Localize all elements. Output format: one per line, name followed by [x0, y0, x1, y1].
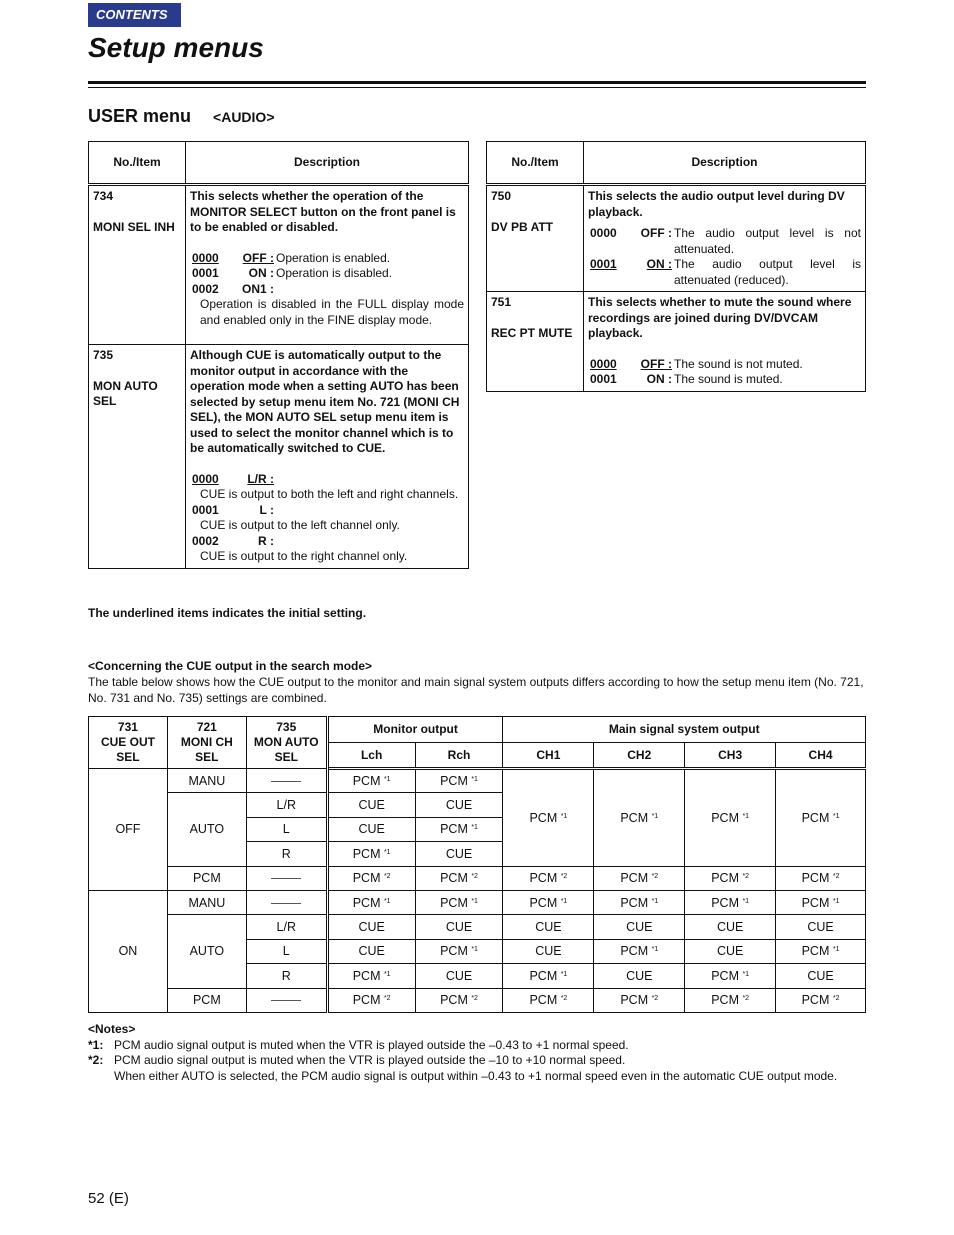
cell-ch2: CUE [594, 915, 685, 939]
header-ch4: CH4 [776, 743, 866, 769]
option-name: L : [259, 502, 274, 517]
cell-rch: CUE [415, 793, 503, 817]
cell-ch3: PCM $^{*2}$ [685, 988, 776, 1012]
item-name: REC PT MUTE [491, 325, 573, 340]
note-key: *1: [88, 1037, 104, 1052]
option-code: 0001 [192, 502, 219, 517]
cell-ch1: PCM $^{*1}$ [503, 769, 594, 867]
underline-note: The underlined items indicates the initial setting. [88, 606, 367, 620]
cell-735: L/R [246, 915, 327, 939]
title-rule [88, 81, 866, 84]
option-text: The audio output level is attenuated (reduced). [674, 257, 861, 287]
option-code: 0002 [192, 281, 219, 296]
option-name: ON1 : [242, 281, 275, 296]
table-row [89, 915, 866, 939]
right-menu-table [486, 141, 866, 392]
option-code: 0001 [590, 372, 617, 386]
cue-section-heading: <Concerning the CUE output in the search mode> [88, 659, 373, 673]
item-number: 751 [491, 295, 512, 309]
option-name: OFF : [242, 250, 274, 265]
cell-735: L [246, 939, 327, 963]
option-code: 0000 [590, 226, 617, 240]
cell-735: L/R [246, 793, 327, 817]
description-cell [584, 185, 866, 292]
cell-735-dash [246, 769, 327, 793]
cell-rch: PCM $^{*1}$ [415, 890, 503, 914]
cell-ch2: PCM $^{*1}$ [594, 939, 685, 963]
item-description: Although CUE is automatically output to the monitor output in accordance with the operation mode when a setting AUTO has been selected by setup menu item No. 721 (MONI CH SEL), the MON AUTO SEL setup menu item is used to select the monitor channel which is to be automatically switched to CUE. [190, 348, 460, 455]
description-cell [186, 185, 469, 345]
header-lch: Lch [327, 743, 415, 769]
header-ch2: CH2 [594, 743, 685, 769]
cell-ch4: PCM $^{*2}$ [776, 866, 866, 890]
item-description: This selects whether to mute the sound where recordings are joined during DV/DVCAM playback. [588, 295, 852, 340]
col-no-item: No./Item [487, 142, 584, 185]
note-text: PCM audio signal output is muted when the VTR is played outside the –10 to +10 normal speed. [114, 1053, 626, 1067]
option-row [192, 282, 464, 298]
note-item [88, 1069, 868, 1085]
header-rch: Rch [415, 743, 503, 769]
title-rule-thin [88, 87, 866, 88]
item-cell [89, 345, 186, 569]
table-row [89, 866, 866, 890]
table-row [89, 988, 866, 1012]
section-heading [88, 106, 275, 127]
cue-output-table [88, 716, 866, 1013]
option-row [590, 357, 861, 373]
option-row [590, 372, 861, 388]
item-cell [487, 185, 584, 292]
page-number: 52 (E) [88, 1190, 129, 1207]
option-name: L/R : [247, 471, 274, 486]
cell-735: R [246, 842, 327, 866]
cue-section-paragraph: The table below shows how the CUE output to the monitor and main signal system outputs differs according to how the setup menu item (No. 721, No. 731 and No. 735) settings are combined. [88, 675, 864, 705]
menu-row-751 [487, 292, 866, 392]
option-code: 0001 [192, 266, 219, 280]
cell-lch: PCM $^{*1}$ [327, 890, 415, 914]
cell-735-dash [246, 890, 327, 914]
option-row [192, 503, 464, 519]
cell-ch3: PCM $^{*1}$ [685, 769, 776, 867]
cell-rch: PCM $^{*1}$ [415, 769, 503, 793]
header-monitor-output: Monitor output [327, 717, 503, 743]
note-text: PCM audio signal output is muted when the VTR is played outside the –0.43 to +1 normal speed. [114, 1037, 629, 1052]
item-number: 750 [491, 189, 512, 203]
table-row [89, 769, 866, 793]
cell-ch3: PCM $^{*2}$ [685, 866, 776, 890]
option-name: OFF : [640, 226, 672, 240]
header-721: 721 MONI CH SEL [167, 717, 246, 769]
cell-ch3: PCM $^{*1}$ [685, 964, 776, 988]
section-title: USER menu [88, 106, 192, 126]
option-text: Operation is enabled. [276, 250, 391, 265]
cell-ch4: PCM $^{*2}$ [776, 988, 866, 1012]
option-name: ON : [248, 266, 274, 280]
item-description: This selects the audio output level during DV playback. [588, 189, 845, 219]
cell-lch: PCM $^{*2}$ [327, 988, 415, 1012]
option-row [192, 266, 464, 282]
col-description: Description [186, 142, 469, 185]
cell-ch1: CUE [503, 915, 594, 939]
cell-735-dash [246, 988, 327, 1012]
cell-ch3: PCM $^{*1}$ [685, 890, 776, 914]
option-text [276, 282, 464, 298]
cell-ch1: PCM $^{*2}$ [503, 988, 594, 1012]
menu-row-750 [487, 185, 866, 292]
cell-721: AUTO [167, 793, 246, 866]
col-no-item: No./Item [89, 142, 186, 185]
header-main-output: Main signal system output [503, 717, 866, 743]
description-cell [186, 345, 469, 569]
notes-section [88, 1022, 868, 1084]
option-extra-text: Operation is disabled in the FULL display mode and enabled only in the FINE display mode. [200, 297, 464, 327]
cell-721: PCM [167, 866, 246, 890]
option-text: Operation is disabled. [276, 266, 393, 280]
cell-rch: CUE [415, 842, 503, 866]
cell-731: OFF [89, 769, 168, 891]
left-menu-table [88, 141, 469, 569]
option-code: 0001 [590, 257, 617, 271]
option-name: ON : [646, 257, 672, 271]
cell-lch: PCM $^{*1}$ [327, 842, 415, 866]
cell-ch4: PCM $^{*1}$ [776, 890, 866, 914]
cell-ch4: CUE [776, 915, 866, 939]
note-item [88, 1038, 868, 1054]
option-row [192, 472, 464, 488]
cell-rch: CUE [415, 964, 503, 988]
cell-lch: CUE [327, 915, 415, 939]
cell-ch2: PCM $^{*1}$ [594, 769, 685, 867]
option-code: 0000 [192, 471, 219, 486]
cell-ch1: PCM $^{*1}$ [503, 890, 594, 914]
col-description: Description [584, 142, 866, 185]
option-text: CUE is output to the left channel only. [200, 518, 400, 532]
cell-721: AUTO [167, 915, 246, 988]
option-name: OFF : [640, 356, 672, 371]
contents-link[interactable]: CONTENTS [88, 3, 181, 27]
cell-721: PCM [167, 988, 246, 1012]
item-number: 735 [93, 348, 114, 362]
menu-row-734 [89, 185, 469, 345]
cell-rch: PCM $^{*1}$ [415, 939, 503, 963]
cell-ch2: CUE [594, 964, 685, 988]
header-735: 735 MON AUTO SEL [246, 717, 327, 769]
option-row [192, 534, 464, 550]
header-ch3: CH3 [685, 743, 776, 769]
cell-ch1: PCM $^{*1}$ [503, 964, 594, 988]
table-row [89, 890, 866, 914]
option-name: R : [258, 533, 274, 548]
section-subtitle: <AUDIO> [213, 109, 275, 125]
option-code: 0002 [192, 533, 219, 548]
cell-rch: PCM $^{*2}$ [415, 988, 503, 1012]
item-name: MON AUTO SEL [93, 378, 158, 408]
cell-lch: PCM $^{*1}$ [327, 964, 415, 988]
description-cell [584, 292, 866, 392]
cell-ch4: PCM $^{*1}$ [776, 769, 866, 867]
item-cell [487, 292, 584, 392]
item-cell [89, 185, 186, 345]
option-text: The sound is not muted. [674, 356, 803, 371]
cell-721: MANU [167, 890, 246, 914]
cell-735: L [246, 817, 327, 841]
cell-rch: PCM $^{*1}$ [415, 817, 503, 841]
option-row [192, 251, 464, 267]
item-description: This selects whether the operation of the MONITOR SELECT button on the front panel is to be enabled or disabled. [190, 189, 456, 234]
cell-lch: CUE [327, 939, 415, 963]
cell-rch: PCM $^{*2}$ [415, 866, 503, 890]
option-code: 0000 [590, 356, 617, 371]
cell-ch4: PCM $^{*1}$ [776, 939, 866, 963]
cell-ch2: PCM $^{*2}$ [594, 988, 685, 1012]
cell-ch3: CUE [685, 915, 776, 939]
cell-ch2: PCM $^{*2}$ [594, 866, 685, 890]
item-number: 734 [93, 189, 114, 203]
cell-ch4: CUE [776, 964, 866, 988]
cell-735: R [246, 964, 327, 988]
cell-731: ON [89, 890, 168, 1012]
menu-row-735 [89, 345, 469, 569]
option-text: CUE is output to the right channel only. [200, 549, 408, 563]
cell-lch: PCM $^{*2}$ [327, 866, 415, 890]
item-name: MONI SEL INH [93, 219, 175, 234]
cell-lch: CUE [327, 817, 415, 841]
cell-ch2: PCM $^{*1}$ [594, 890, 685, 914]
header-ch1: CH1 [503, 743, 594, 769]
note-key: *2: [88, 1053, 104, 1067]
cell-ch3: CUE [685, 939, 776, 963]
cell-721: MANU [167, 769, 246, 793]
option-row [590, 257, 861, 288]
cell-735-dash [246, 866, 327, 890]
item-name: DV PB ATT [491, 219, 553, 234]
option-row [590, 226, 861, 257]
notes-title: <Notes> [88, 1022, 136, 1036]
note-text: When either AUTO is selected, the PCM audio signal is output within –0.43 to +1 normal speed even in the automatic CUE output mode. [114, 1068, 838, 1083]
option-text: The audio output level is not attenuated. [674, 226, 861, 256]
page-title: Setup menus [88, 32, 264, 63]
cell-ch1: PCM $^{*2}$ [503, 866, 594, 890]
cell-lch: PCM $^{*1}$ [327, 769, 415, 793]
cell-lch: CUE [327, 793, 415, 817]
option-code: 0000 [192, 250, 219, 265]
option-text: The sound is muted. [674, 372, 783, 386]
header-731: 731 CUE OUT SEL [89, 717, 168, 769]
option-text: CUE is output to both the left and right channels. [200, 487, 459, 501]
option-name: ON : [646, 372, 672, 386]
note-item [88, 1053, 868, 1069]
cell-ch1: CUE [503, 939, 594, 963]
cell-rch: CUE [415, 915, 503, 939]
